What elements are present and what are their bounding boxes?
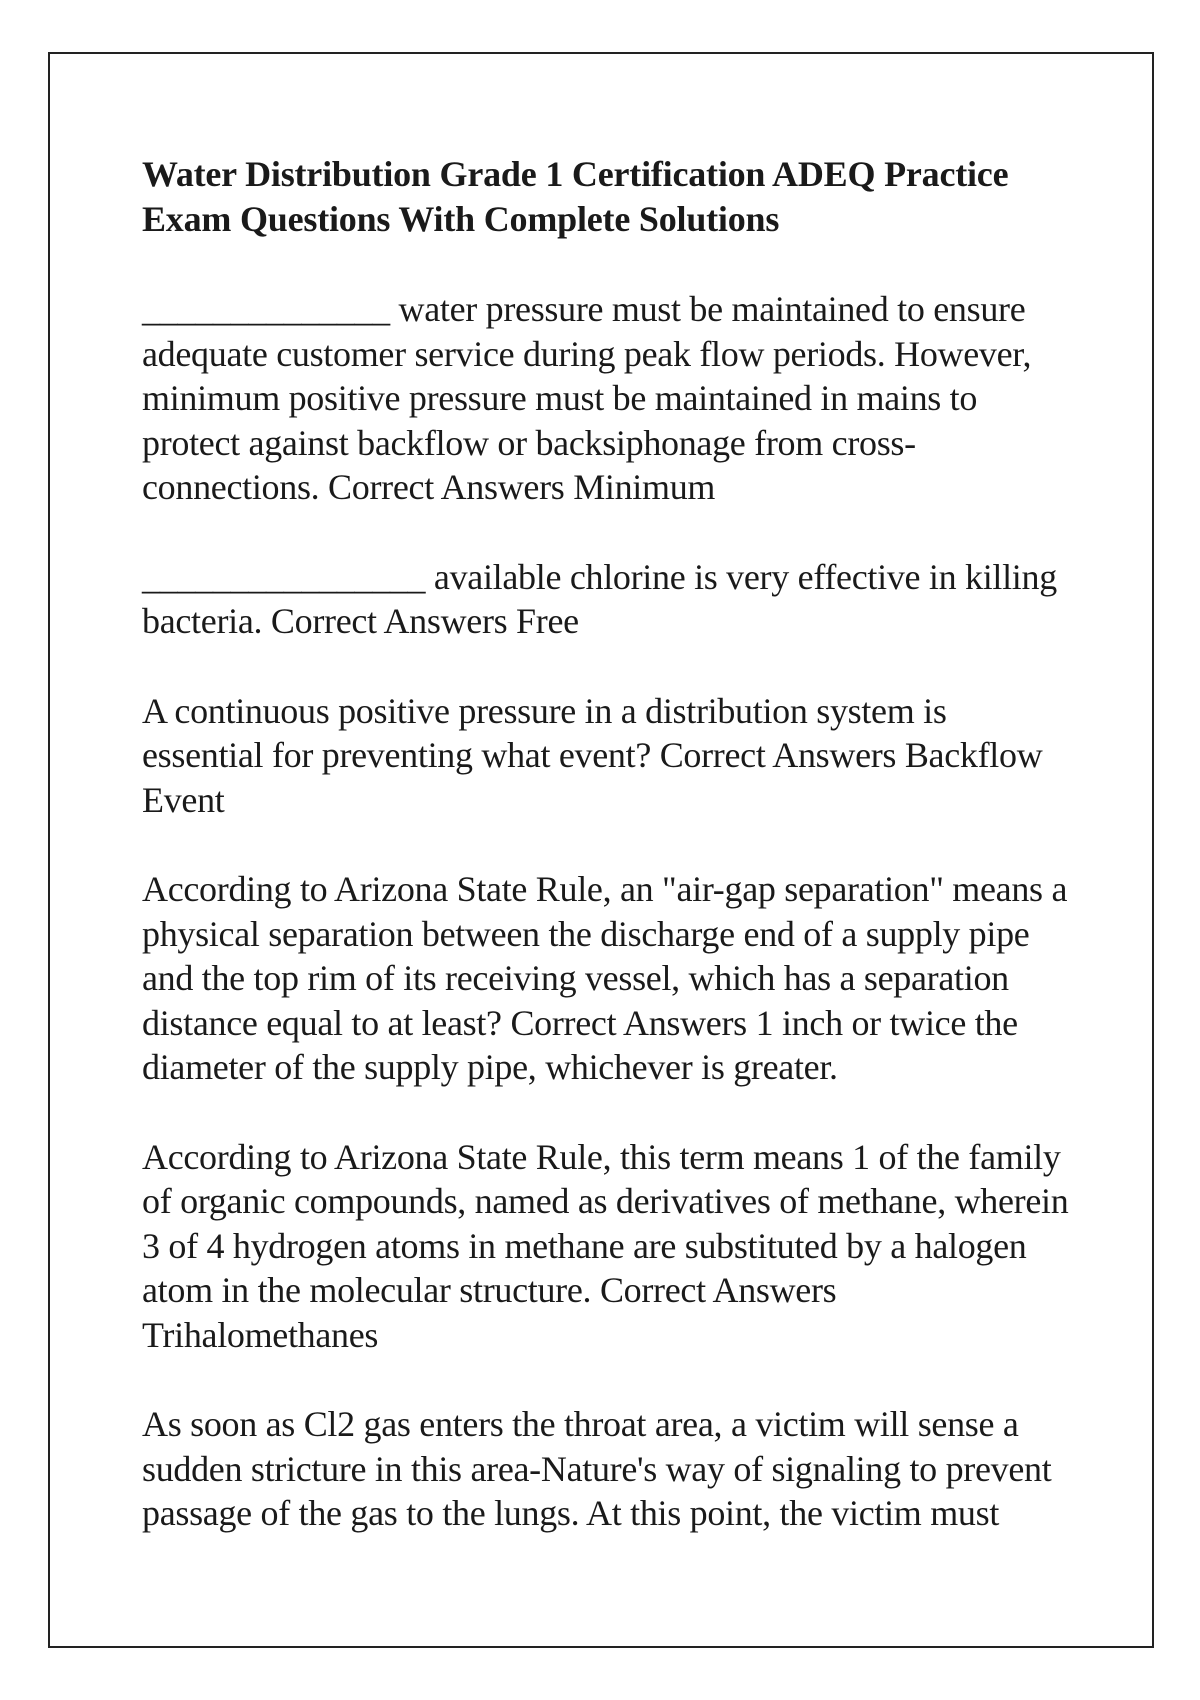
document-title: Water Distribution Grade 1 Certification ADEQ Practice Exam Questions With Complete Solutions: [142, 154, 1009, 239]
qa-item-minimum-pressure: ______________ water pressure must be maintained to ensure adequate customer service during peak flow periods. However, minimum positive pressure must be maintained in mains to protect against backflow or backsiphonage from cross-connections. Correct Answers Minimum: [142, 289, 1032, 507]
document-body: [142, 152, 1072, 1581]
qa-item-free-chlorine: ________________ available chlorine is very effective in killing bacteria. Correct Answers Free: [142, 556, 1057, 641]
qa-item-backflow-event: A continuous positive pressure in a distribution system is essential for preventing what event? Correct Answers Backflow Event: [142, 690, 1043, 820]
qa-item-chlorine-gas-victim: As soon as Cl2 gas enters the throat area, a victim will sense a sudden stricture in this area-Nature's way of signaling to prevent passage of the gas to the lungs. At this point, the victim must: [142, 1404, 1052, 1533]
qa-item-trihalomethanes: According to Arizona State Rule, this term means 1 of the family of organic compounds, named as derivatives of methane, wherein 3 of 4 hydrogen atoms in methane are substituted by a halogen atom in the molecular structure. Correct Answers Trihalomethanes: [142, 1136, 1069, 1355]
qa-item-air-gap-separation: According to Arizona State Rule, an "air-gap separation" means a physical separation between the discharge end of a supply pipe and the top rim of its receiving vessel, which has a separation distance equal to at least? Correct Answers 1 inch or twice the diameter of the supply pipe, whichever is greater.: [142, 869, 1068, 1087]
